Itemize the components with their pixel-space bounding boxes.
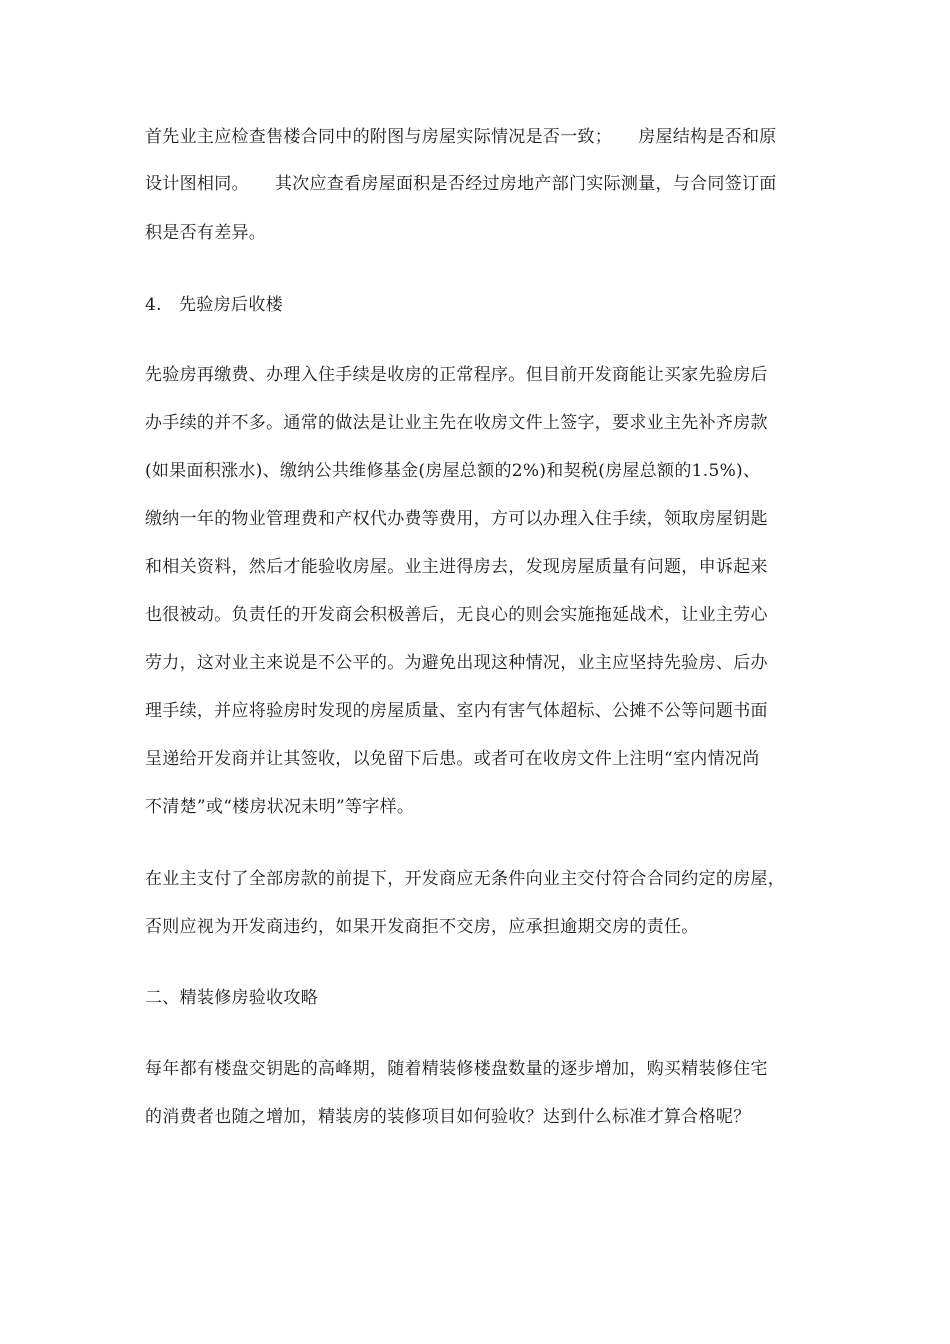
paragraph-2-line-5: 和相关资料，然后才能验收房屋。业主进得房去，发现房屋质量有问题，申诉起来 bbox=[145, 557, 768, 577]
paragraph-2-line-1: 先验房再缴费、办理入住手续是收房的正常程序。但目前开发商能让买家先验房后 bbox=[145, 365, 768, 385]
paragraph-2-line-7: 劳力，这对业主来说是不公平的。为避免出现这种情况，业主应坚持先验房、后办 bbox=[145, 653, 768, 673]
paragraph-4-line-1: 每年都有楼盘交钥匙的高峰期，随着精装修楼盘数量的逐步增加，购买精装修住宅 bbox=[145, 1059, 768, 1079]
paragraph-3-line-1: 在业主支付了全部房款的前提下，开发商应无条件向业主交付符合合同约定的房屋， bbox=[145, 869, 786, 889]
paragraph-2-line-4: 缴纳一年的物业管理费和产权代办费等费用，方可以办理入住手续，领取房屋钥匙 bbox=[145, 509, 768, 529]
section-heading-4: 4. 先验房后收楼 bbox=[145, 295, 283, 315]
paragraph-2-line-3: (如果面积涨水)、缴纳公共维修基金(房屋总额的2%)和契税(房屋总额的1.5%)、 bbox=[145, 461, 761, 481]
paragraph-2-line-10: 不清楚”或“楼房状况未明”等字样。 bbox=[145, 797, 415, 817]
paragraph-1-line-3: 积是否有差异。 bbox=[145, 223, 267, 243]
paragraph-2-line-8: 理手续，并应将验房时发现的房屋质量、室内有害气体超标、公摊不公等问题书面 bbox=[145, 701, 768, 721]
section-heading-2: 二、精装修房验收攻略 bbox=[145, 988, 318, 1008]
paragraph-1-line-2: 设计图相同。 其次应查看房屋面积是否经过房地产部门实际测量，与合同签订面 bbox=[145, 174, 777, 194]
paragraph-3-line-2: 否则应视为开发商违约，如果开发商拒不交房，应承担逾期交房的责任。 bbox=[145, 917, 699, 937]
paragraph-4-line-2: 的消费者也随之增加，精装房的装修项目如何验收？达到什么标准才算合格呢？ bbox=[145, 1107, 751, 1127]
paragraph-2-line-6: 也很被动。负责任的开发商会积极善后，无良心的则会实施拖延战术，让业主劳心 bbox=[145, 605, 768, 625]
paragraph-2-line-2: 办手续的并不多。通常的做法是让业主先在收房文件上签字，要求业主先补齐房款 bbox=[145, 413, 768, 433]
paragraph-1-line-1: 首先业主应检查售楼合同中的附图与房屋实际情况是否一致； 房屋结构是否和原 bbox=[145, 127, 777, 147]
paragraph-2-line-9: 呈递给开发商并让其签收，以免留下后患。或者可在收房文件上注明“室内情况尚 bbox=[145, 749, 760, 769]
